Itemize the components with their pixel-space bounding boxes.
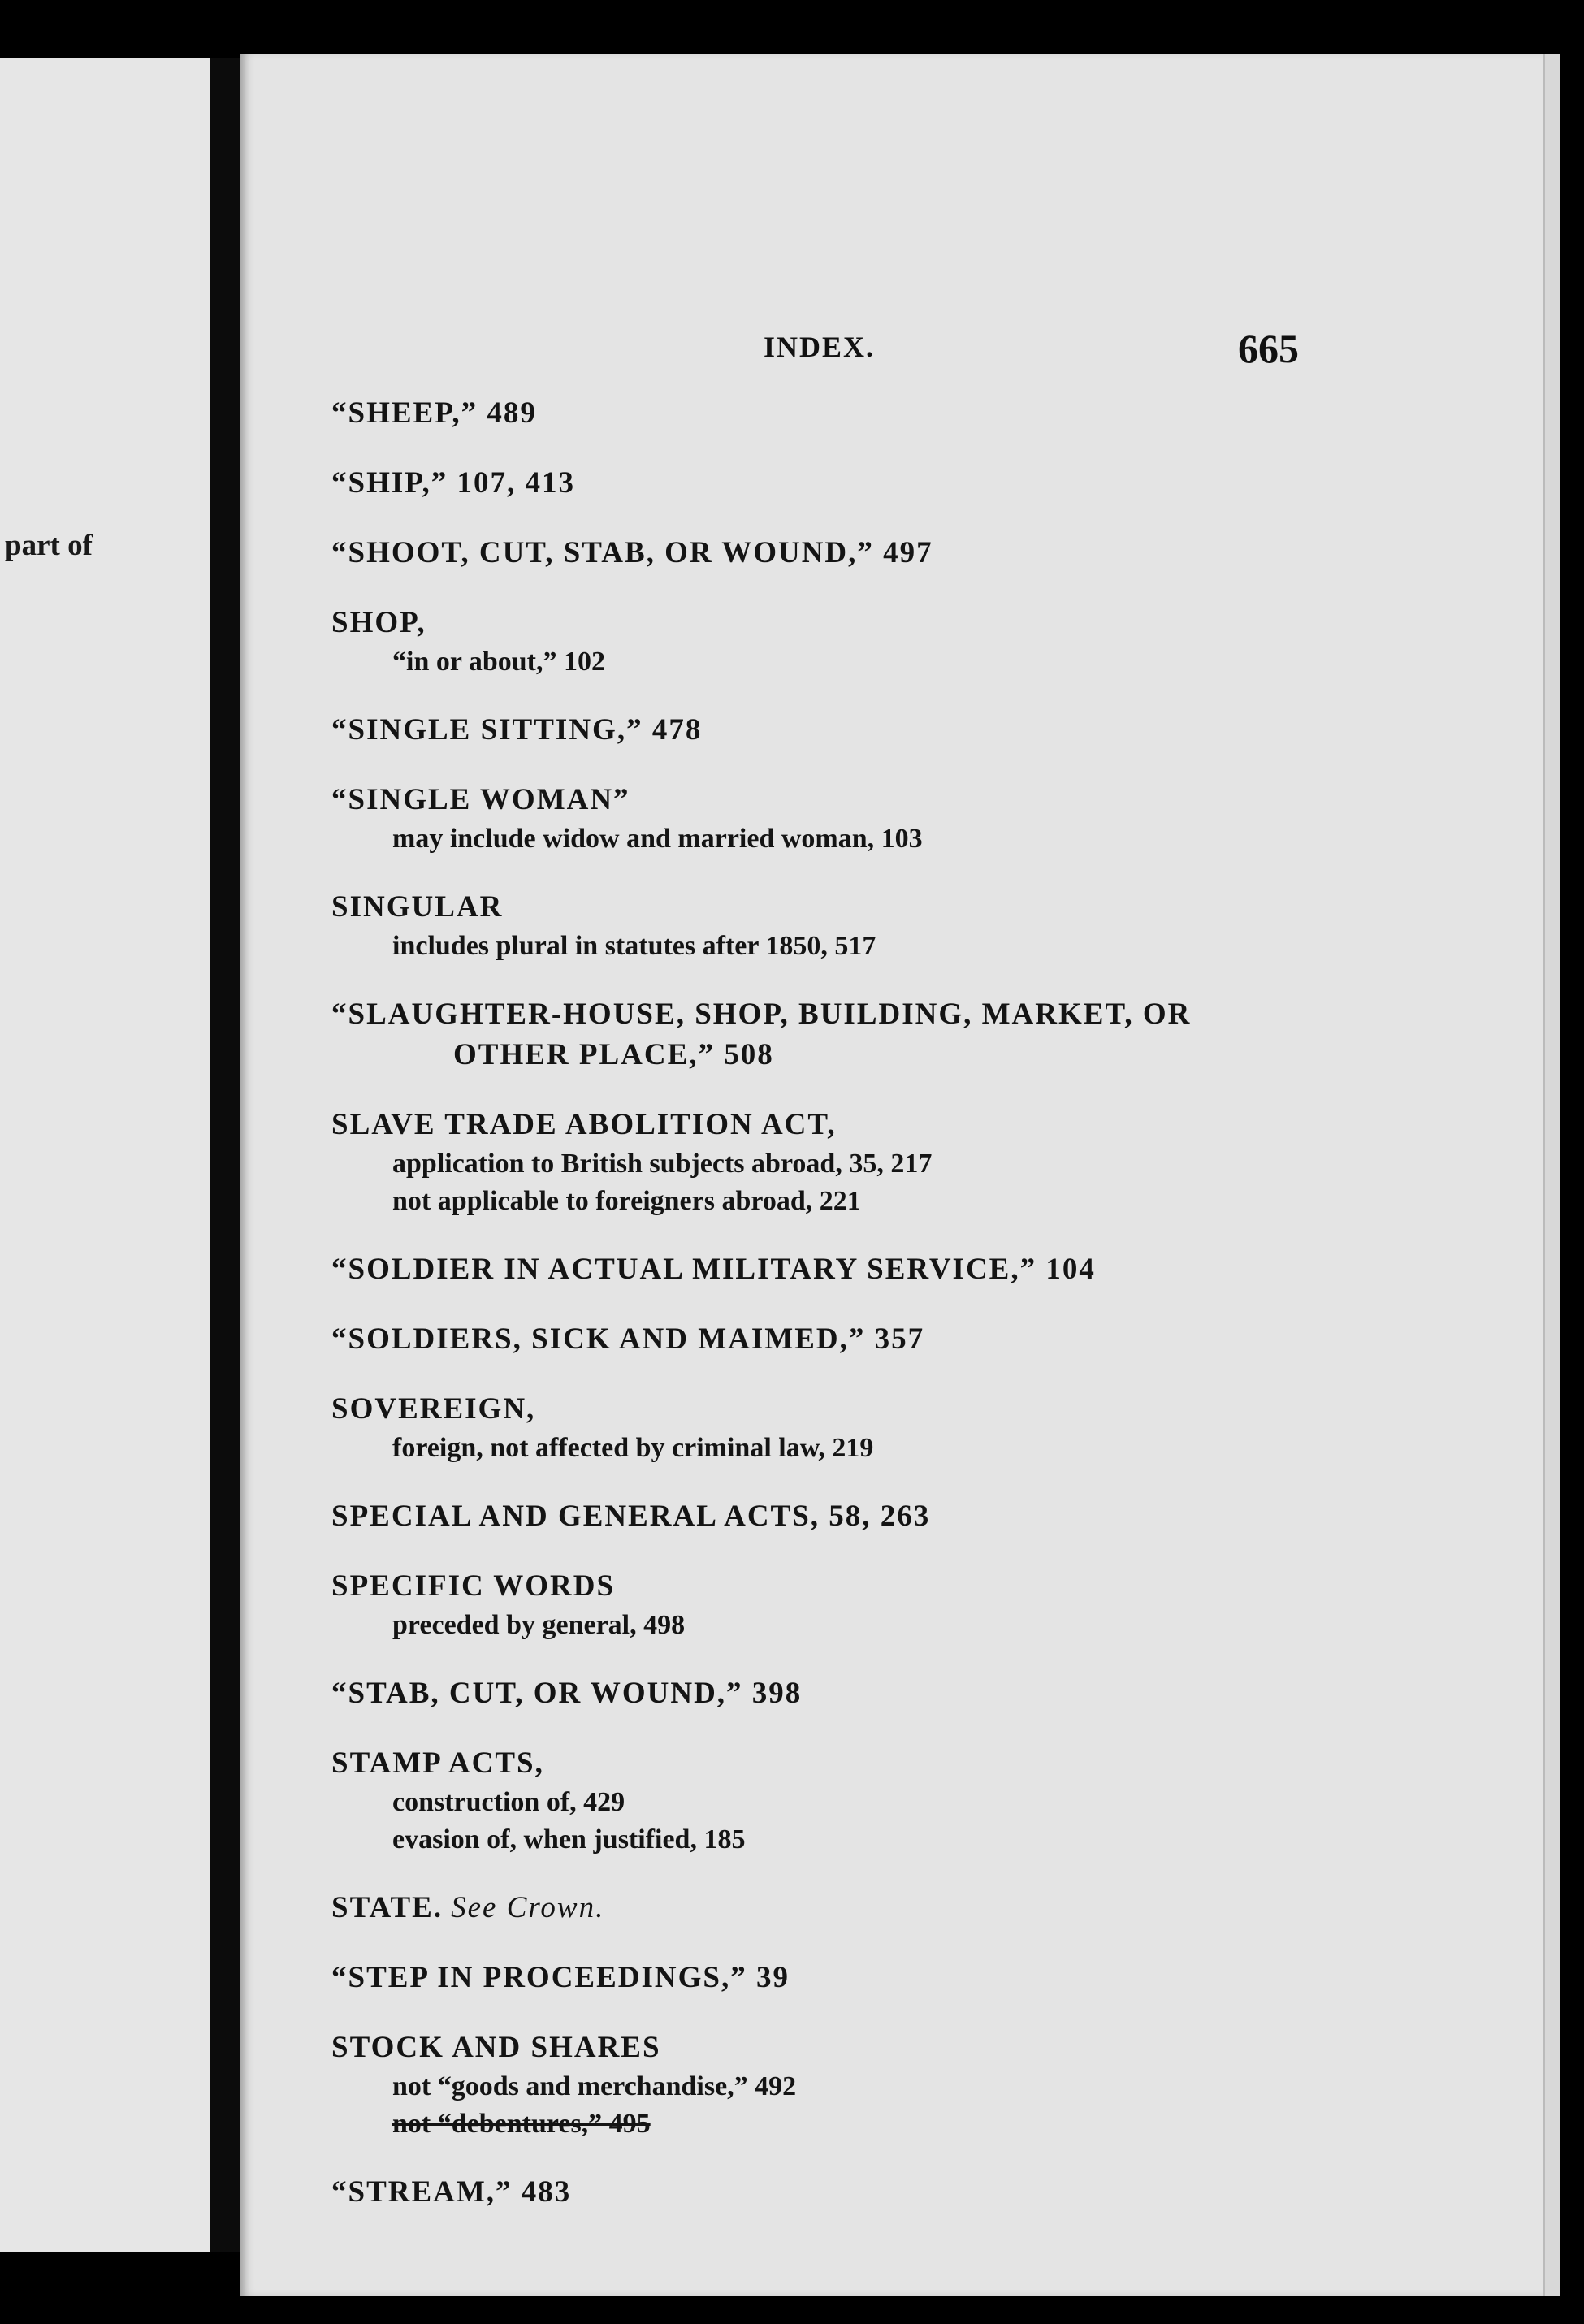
index-entry bbox=[331, 1319, 1322, 1360]
entry-subheading: application to British subjects abroad, 35, 217 bbox=[392, 1149, 933, 1179]
page-number: 665 bbox=[1238, 326, 1299, 371]
entry-heading: “SHOOT, CUT, STAB, OR WOUND,” 497 bbox=[331, 536, 933, 569]
index-entry bbox=[331, 1105, 1322, 1220]
entry-heading: “SOLDIERS, SICK AND MAIMED,” 357 bbox=[331, 1322, 925, 1356]
index-entry bbox=[331, 603, 1322, 681]
index-entry bbox=[331, 1673, 1322, 1714]
entry-heading: “SLAUGHTER-HOUSE, SHOP, BUILDING, MARKET, OR bbox=[331, 998, 1192, 1031]
entry-heading: “SOLDIER IN ACTUAL MILITARY SERVICE,” 104 bbox=[331, 1253, 1096, 1286]
entry-heading: “SINGLE WOMAN” bbox=[331, 783, 630, 816]
entry-heading: “SHEEP,” 489 bbox=[331, 396, 537, 430]
index-entry bbox=[331, 994, 1322, 1075]
entry-subheading: construction of, 429 bbox=[392, 1787, 625, 1817]
index-entry bbox=[331, 887, 1322, 965]
entry-subheading: includes plural in statutes after 1850, 517 bbox=[392, 931, 876, 961]
entry-heading: SPECIFIC WORDS bbox=[331, 1569, 616, 1603]
entry-heading: “STEP IN PROCEEDINGS,” 39 bbox=[331, 1961, 790, 1994]
entry-subheading: “in or about,” 102 bbox=[392, 647, 605, 677]
entry-heading: SOVEREIGN, bbox=[331, 1392, 536, 1426]
entry-heading: “STAB, CUT, OR WOUND,” 398 bbox=[331, 1677, 803, 1710]
entry-heading-continuation: OTHER PLACE,” 508 bbox=[453, 1038, 774, 1071]
entry-heading: SPECIAL AND GENERAL ACTS, 58, 263 bbox=[331, 1500, 931, 1533]
entry-subheading: foreign, not affected by criminal law, 219 bbox=[392, 1433, 874, 1463]
index-entry bbox=[331, 1958, 1322, 1998]
entry-subheading: not applicable to foreigners abroad, 221 bbox=[392, 1186, 861, 1216]
index-entry bbox=[331, 1389, 1322, 1467]
right-page bbox=[240, 54, 1560, 2296]
entry-heading: “STREAM,” 483 bbox=[331, 2175, 572, 2209]
entry-subheading: not “goods and merchandise,” 492 bbox=[392, 2071, 797, 2101]
index-entry bbox=[331, 1743, 1322, 1859]
entry-heading: SLAVE TRADE ABOLITION ACT, bbox=[331, 1108, 837, 1141]
entry-heading bbox=[331, 1888, 1322, 1928]
entry-subheading: may include widow and married woman, 103 bbox=[392, 824, 923, 854]
index-entry bbox=[331, 1496, 1322, 1537]
index-entries bbox=[331, 393, 1322, 2242]
entry-heading: “SHIP,” 107, 413 bbox=[331, 466, 575, 500]
book-gutter bbox=[210, 58, 240, 2252]
entry-subheading: evasion of, when justified, 185 bbox=[392, 1824, 746, 1854]
index-entry bbox=[331, 393, 1322, 434]
entry-heading: STOCK AND SHARES bbox=[331, 2031, 661, 2064]
index-entry bbox=[331, 533, 1322, 573]
left-page bbox=[0, 58, 210, 2252]
index-entry bbox=[331, 2028, 1322, 2143]
entry-subheading: preceded by general, 498 bbox=[392, 1610, 686, 1640]
index-entry bbox=[331, 1566, 1322, 1644]
entry-heading: “SINGLE SITTING,” 478 bbox=[331, 713, 703, 747]
index-entry bbox=[331, 1249, 1322, 1290]
page-edge bbox=[1543, 54, 1560, 2296]
left-page-text-fragment: part of bbox=[5, 529, 93, 562]
entry-heading-text: STATE. bbox=[331, 1891, 444, 1924]
index-entry bbox=[331, 1888, 1322, 1928]
cross-reference: See Crown. bbox=[451, 1891, 605, 1924]
index-entry bbox=[331, 780, 1322, 858]
index-entry bbox=[331, 2172, 1322, 2213]
index-entry bbox=[331, 463, 1322, 504]
entry-heading: SHOP, bbox=[331, 606, 426, 639]
entry-heading: SINGULAR bbox=[331, 890, 504, 924]
running-head: INDEX. bbox=[764, 331, 876, 363]
entry-subheading-struck: not “debentures,” 495 bbox=[392, 2109, 651, 2139]
entry-heading: STAMP ACTS, bbox=[331, 1746, 544, 1780]
index-entry bbox=[331, 710, 1322, 751]
